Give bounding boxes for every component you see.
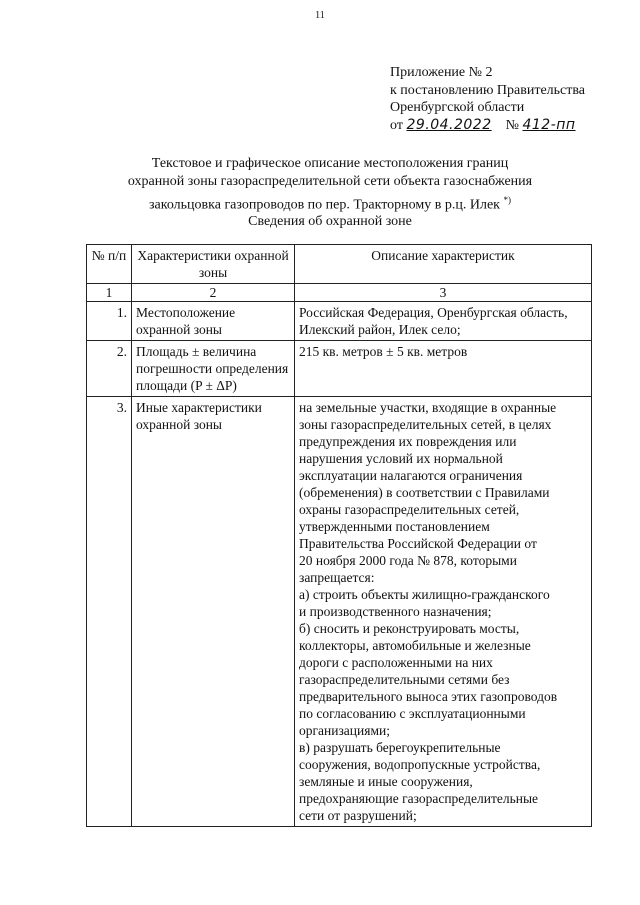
appendix-title: Приложение № 2 bbox=[390, 65, 493, 80]
title-line-1: Текстовое и графическое описание местоположения границ bbox=[151, 156, 509, 171]
description-line: дороги с расположенными на них bbox=[299, 655, 493, 670]
table-row bbox=[87, 341, 592, 397]
description-line: а) строить объекты жилищно-гражданского bbox=[299, 587, 550, 602]
table-row bbox=[87, 302, 592, 341]
handwritten-date: 29.04.2022 bbox=[406, 116, 492, 133]
zone-info-table bbox=[86, 244, 592, 827]
description-line: зоны газораспределительных сетей, в целях bbox=[299, 417, 552, 432]
description-line: и производственного назначения; bbox=[299, 604, 492, 619]
row-number: 3. bbox=[87, 397, 132, 827]
description-line: газораспределительными сетями без bbox=[299, 672, 510, 687]
description-line: организациями; bbox=[299, 723, 390, 738]
footnote-mark: *) bbox=[503, 195, 511, 205]
description-line: земляные и иные сооружения, bbox=[299, 774, 473, 789]
index-cell-2: 2 bbox=[132, 284, 295, 302]
description-line: в) разрушать берегоукрепительные bbox=[299, 740, 501, 755]
description-line: эксплуатации налагаются ограничения bbox=[299, 468, 523, 483]
appendix-line-region: Оренбургской области bbox=[390, 100, 525, 115]
date-prefix: от bbox=[390, 117, 403, 133]
description-line: предупреждения их повреждения или bbox=[299, 434, 517, 449]
table-header-row bbox=[87, 245, 592, 284]
header-description: Описание характеристик bbox=[295, 245, 592, 284]
title-line-3 bbox=[60, 191, 600, 215]
description-line: охраны газораспределительных сетей, bbox=[299, 502, 520, 517]
table-index-row bbox=[87, 284, 592, 302]
description-line: предварительного выноса этих газопроводов bbox=[299, 689, 558, 704]
row-characteristic: Местоположение охранной зоны bbox=[132, 302, 295, 341]
section-subtitle: Сведения об охранной зоне bbox=[248, 214, 412, 229]
index-cell-3: 3 bbox=[295, 284, 592, 302]
description-line: по согласованию с эксплуатационными bbox=[299, 706, 526, 721]
description-line: сети от разрушений; bbox=[299, 808, 417, 823]
title-line-3-text: закольцовка газопроводов по пер. Тракторному в р.ц. Илек bbox=[149, 197, 500, 213]
description-line: Правительства Российской Федерации от bbox=[299, 536, 537, 551]
description-line: сооружения, водопропускные устройства, bbox=[299, 757, 541, 772]
document-title bbox=[60, 155, 600, 215]
page-number: 11 bbox=[315, 10, 325, 21]
row-number: 1. bbox=[87, 302, 132, 341]
title-line-2: охранной зоны газораспределительной сети объекта газоснабжения bbox=[127, 174, 533, 189]
appendix-block bbox=[390, 64, 585, 134]
description-line: предохраняющие газораспределительные bbox=[299, 791, 539, 806]
row-characteristic: Площадь ± величина погрешности определения площади (P ± ΔP) bbox=[132, 341, 295, 397]
row-description: 215 кв. метров ± 5 кв. метров bbox=[295, 341, 592, 397]
row-description-list bbox=[295, 397, 592, 827]
header-characteristic: Характеристики охранной зоны bbox=[132, 245, 295, 284]
number-prefix: № bbox=[505, 117, 519, 133]
row-characteristic: Иные характеристики охранной зоны bbox=[132, 397, 295, 827]
index-cell-1: 1 bbox=[87, 284, 132, 302]
description-line: утвержденными постановлением bbox=[299, 519, 490, 534]
description-line: 20 ноября 2000 года № 878, которыми bbox=[299, 553, 517, 568]
row-description: Российская Федерация, Оренбургская область, Илекский район, Илек село; bbox=[295, 302, 592, 341]
handwritten-number: 412-пп bbox=[522, 116, 576, 133]
description-line: запрещается: bbox=[299, 570, 375, 585]
description-line: нарушения условий их нормальной bbox=[299, 451, 503, 466]
row-number: 2. bbox=[87, 341, 132, 397]
table-row bbox=[87, 397, 592, 827]
description-line: на земельные участки, входящие в охранные bbox=[299, 400, 557, 415]
description-line: (обременения) в соответствии с Правилами bbox=[299, 485, 550, 500]
appendix-date-line bbox=[390, 117, 585, 135]
description-line: б) сносить и реконструировать мосты, bbox=[299, 621, 520, 636]
header-num: № п/п bbox=[87, 245, 132, 284]
description-line: коллекторы, автомобильные и железные bbox=[299, 638, 531, 653]
appendix-line-decree: к постановлению Правительства bbox=[390, 82, 586, 98]
